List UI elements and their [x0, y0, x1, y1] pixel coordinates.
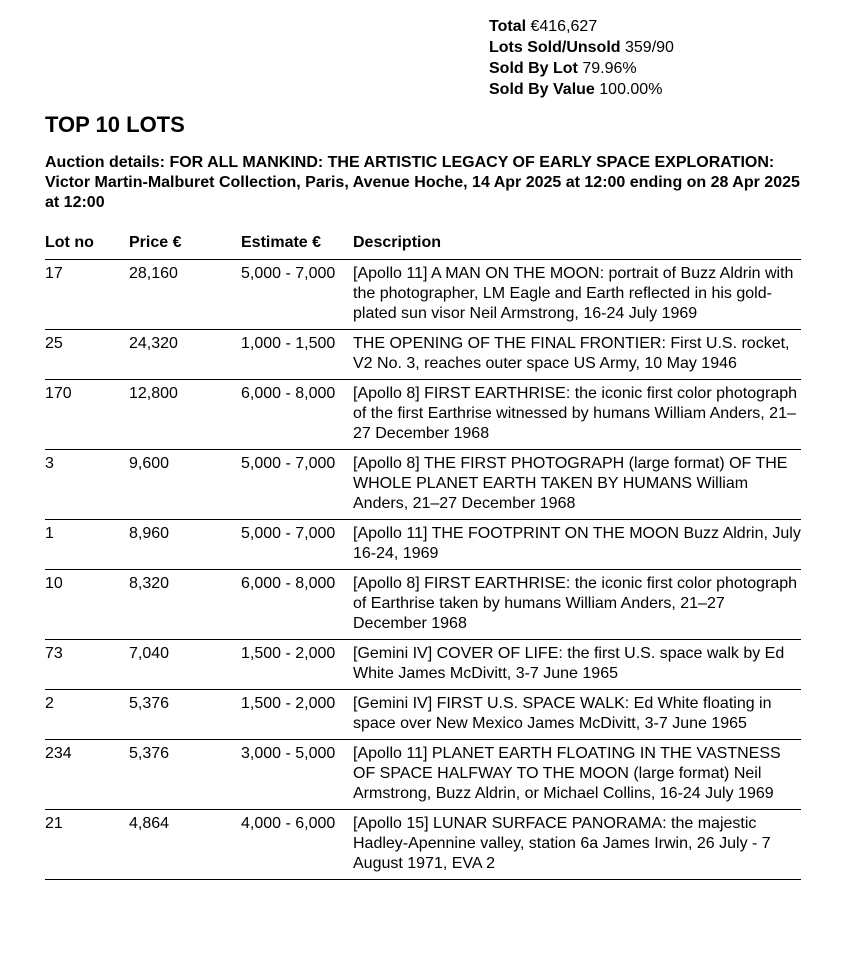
summary-lots-label: Lots Sold/Unsold: [489, 39, 621, 56]
description-cell: [Gemini IV] COVER OF LIFE: the first U.S. space walk by Ed White James McDivitt, 3-7 June 1965: [353, 640, 801, 690]
summary-lots: [489, 37, 674, 58]
estimate-cell: 5,000 - 7,000: [241, 520, 353, 570]
estimate-cell: 1,000 - 1,500: [241, 330, 353, 380]
estimate-cell: 5,000 - 7,000: [241, 450, 353, 520]
price-cell: 12,800: [129, 380, 241, 450]
summary-total: [489, 16, 674, 37]
table-row: [45, 260, 801, 330]
table-row: [45, 330, 801, 380]
estimate-cell: 6,000 - 8,000: [241, 570, 353, 640]
price-cell: 8,320: [129, 570, 241, 640]
table-row: [45, 810, 801, 880]
estimate-cell: 6,000 - 8,000: [241, 380, 353, 450]
description-cell: [Apollo 8] THE FIRST PHOTOGRAPH (large format) OF THE WHOLE PLANET EARTH TAKEN BY HUMANS William Anders, 21–27 December 1968: [353, 450, 801, 520]
description-cell: [Apollo 8] FIRST EARTHRISE: the iconic first color photograph of Earthrise taken by humans William Anders, 21–27 December 1968: [353, 570, 801, 640]
table-row: [45, 520, 801, 570]
estimate-cell: 5,000 - 7,000: [241, 260, 353, 330]
table-body: [45, 260, 801, 880]
summary-sold-by-value: [489, 79, 674, 100]
table-row: [45, 450, 801, 520]
summary-sold-by-lot-label: Sold By Lot: [489, 60, 578, 77]
summary-lots-value: 359/90: [625, 39, 674, 56]
summary-sold-by-value-value: 100.00%: [599, 81, 663, 98]
description-cell: [Gemini IV] FIRST U.S. SPACE WALK: Ed White floating in space over New Mexico James McDivitt, 3-7 June 1965: [353, 690, 801, 740]
table-row: [45, 640, 801, 690]
table-header: [45, 230, 801, 260]
summary-sold-by-lot-value: 79.96%: [582, 60, 637, 77]
price-cell: 7,040: [129, 640, 241, 690]
lot-no-cell: 234: [45, 740, 129, 810]
sale-summary: [489, 16, 674, 100]
lot-no-cell: 1: [45, 520, 129, 570]
summary-total-label: Total: [489, 18, 527, 35]
lot-no-cell: 25: [45, 330, 129, 380]
header-estimate: Estimate €: [241, 230, 353, 260]
lot-no-cell: 170: [45, 380, 129, 450]
page-title: TOP 10 LOTS: [45, 112, 185, 137]
header-lot-no: Lot no: [45, 230, 129, 260]
lot-no-cell: 21: [45, 810, 129, 880]
summary-sold-by-lot: [489, 58, 674, 79]
top-lots-table: [45, 230, 801, 880]
lot-no-cell: 17: [45, 260, 129, 330]
price-cell: 8,960: [129, 520, 241, 570]
header-description: Description: [353, 230, 801, 260]
description-cell: [Apollo 8] FIRST EARTHRISE: the iconic first color photograph of the first Earthrise witnessed by humans William Anders, 21–27 December 1968: [353, 380, 801, 450]
table-row: [45, 380, 801, 450]
estimate-cell: 3,000 - 5,000: [241, 740, 353, 810]
lot-no-cell: 3: [45, 450, 129, 520]
description-cell: [Apollo 11] THE FOOTPRINT ON THE MOON Buzz Aldrin, July 16-24, 1969: [353, 520, 801, 570]
lot-no-cell: 73: [45, 640, 129, 690]
summary-sold-by-value-label: Sold By Value: [489, 81, 595, 98]
price-cell: 4,864: [129, 810, 241, 880]
table-row: [45, 740, 801, 810]
price-cell: 9,600: [129, 450, 241, 520]
lot-no-cell: 2: [45, 690, 129, 740]
price-cell: 5,376: [129, 740, 241, 810]
description-cell: [Apollo 11] PLANET EARTH FLOATING IN THE VASTNESS OF SPACE HALFWAY TO THE MOON (large format) Neil Armstrong, Buzz Aldrin, or Michael Collins, 16-24 July 1969: [353, 740, 801, 810]
estimate-cell: 4,000 - 6,000: [241, 810, 353, 880]
price-cell: 5,376: [129, 690, 241, 740]
lot-no-cell: 10: [45, 570, 129, 640]
estimate-cell: 1,500 - 2,000: [241, 640, 353, 690]
table-row: [45, 570, 801, 640]
table-row: [45, 690, 801, 740]
description-cell: THE OPENING OF THE FINAL FRONTIER: First U.S. rocket, V2 No. 3, reaches outer space US Army, 10 May 1946: [353, 330, 801, 380]
description-cell: [Apollo 15] LUNAR SURFACE PANORAMA: the majestic Hadley-Apennine valley, station 6a James Irwin, 26 July - 7 August 1971, EVA 2: [353, 810, 801, 880]
price-cell: 24,320: [129, 330, 241, 380]
summary-total-value: €416,627: [530, 18, 598, 35]
estimate-cell: 1,500 - 2,000: [241, 690, 353, 740]
description-cell: [Apollo 11] A MAN ON THE MOON: portrait of Buzz Aldrin with the photographer, LM Eagle and Earth reflected in his gold-plated sun visor Neil Armstrong, 16-24 July 1969: [353, 260, 801, 330]
header-row: [45, 230, 801, 260]
auction-details: Auction details: FOR ALL MANKIND: THE ARTISTIC LEGACY OF EARLY SPACE EXPLORATION: Victor Martin-Malburet Collection, Paris, Avenue Hoche, 14 Apr 2025 at 12:00 ending on 28 Apr 2025 at 12:00: [45, 154, 800, 211]
header-price: Price €: [129, 230, 241, 260]
price-cell: 28,160: [129, 260, 241, 330]
